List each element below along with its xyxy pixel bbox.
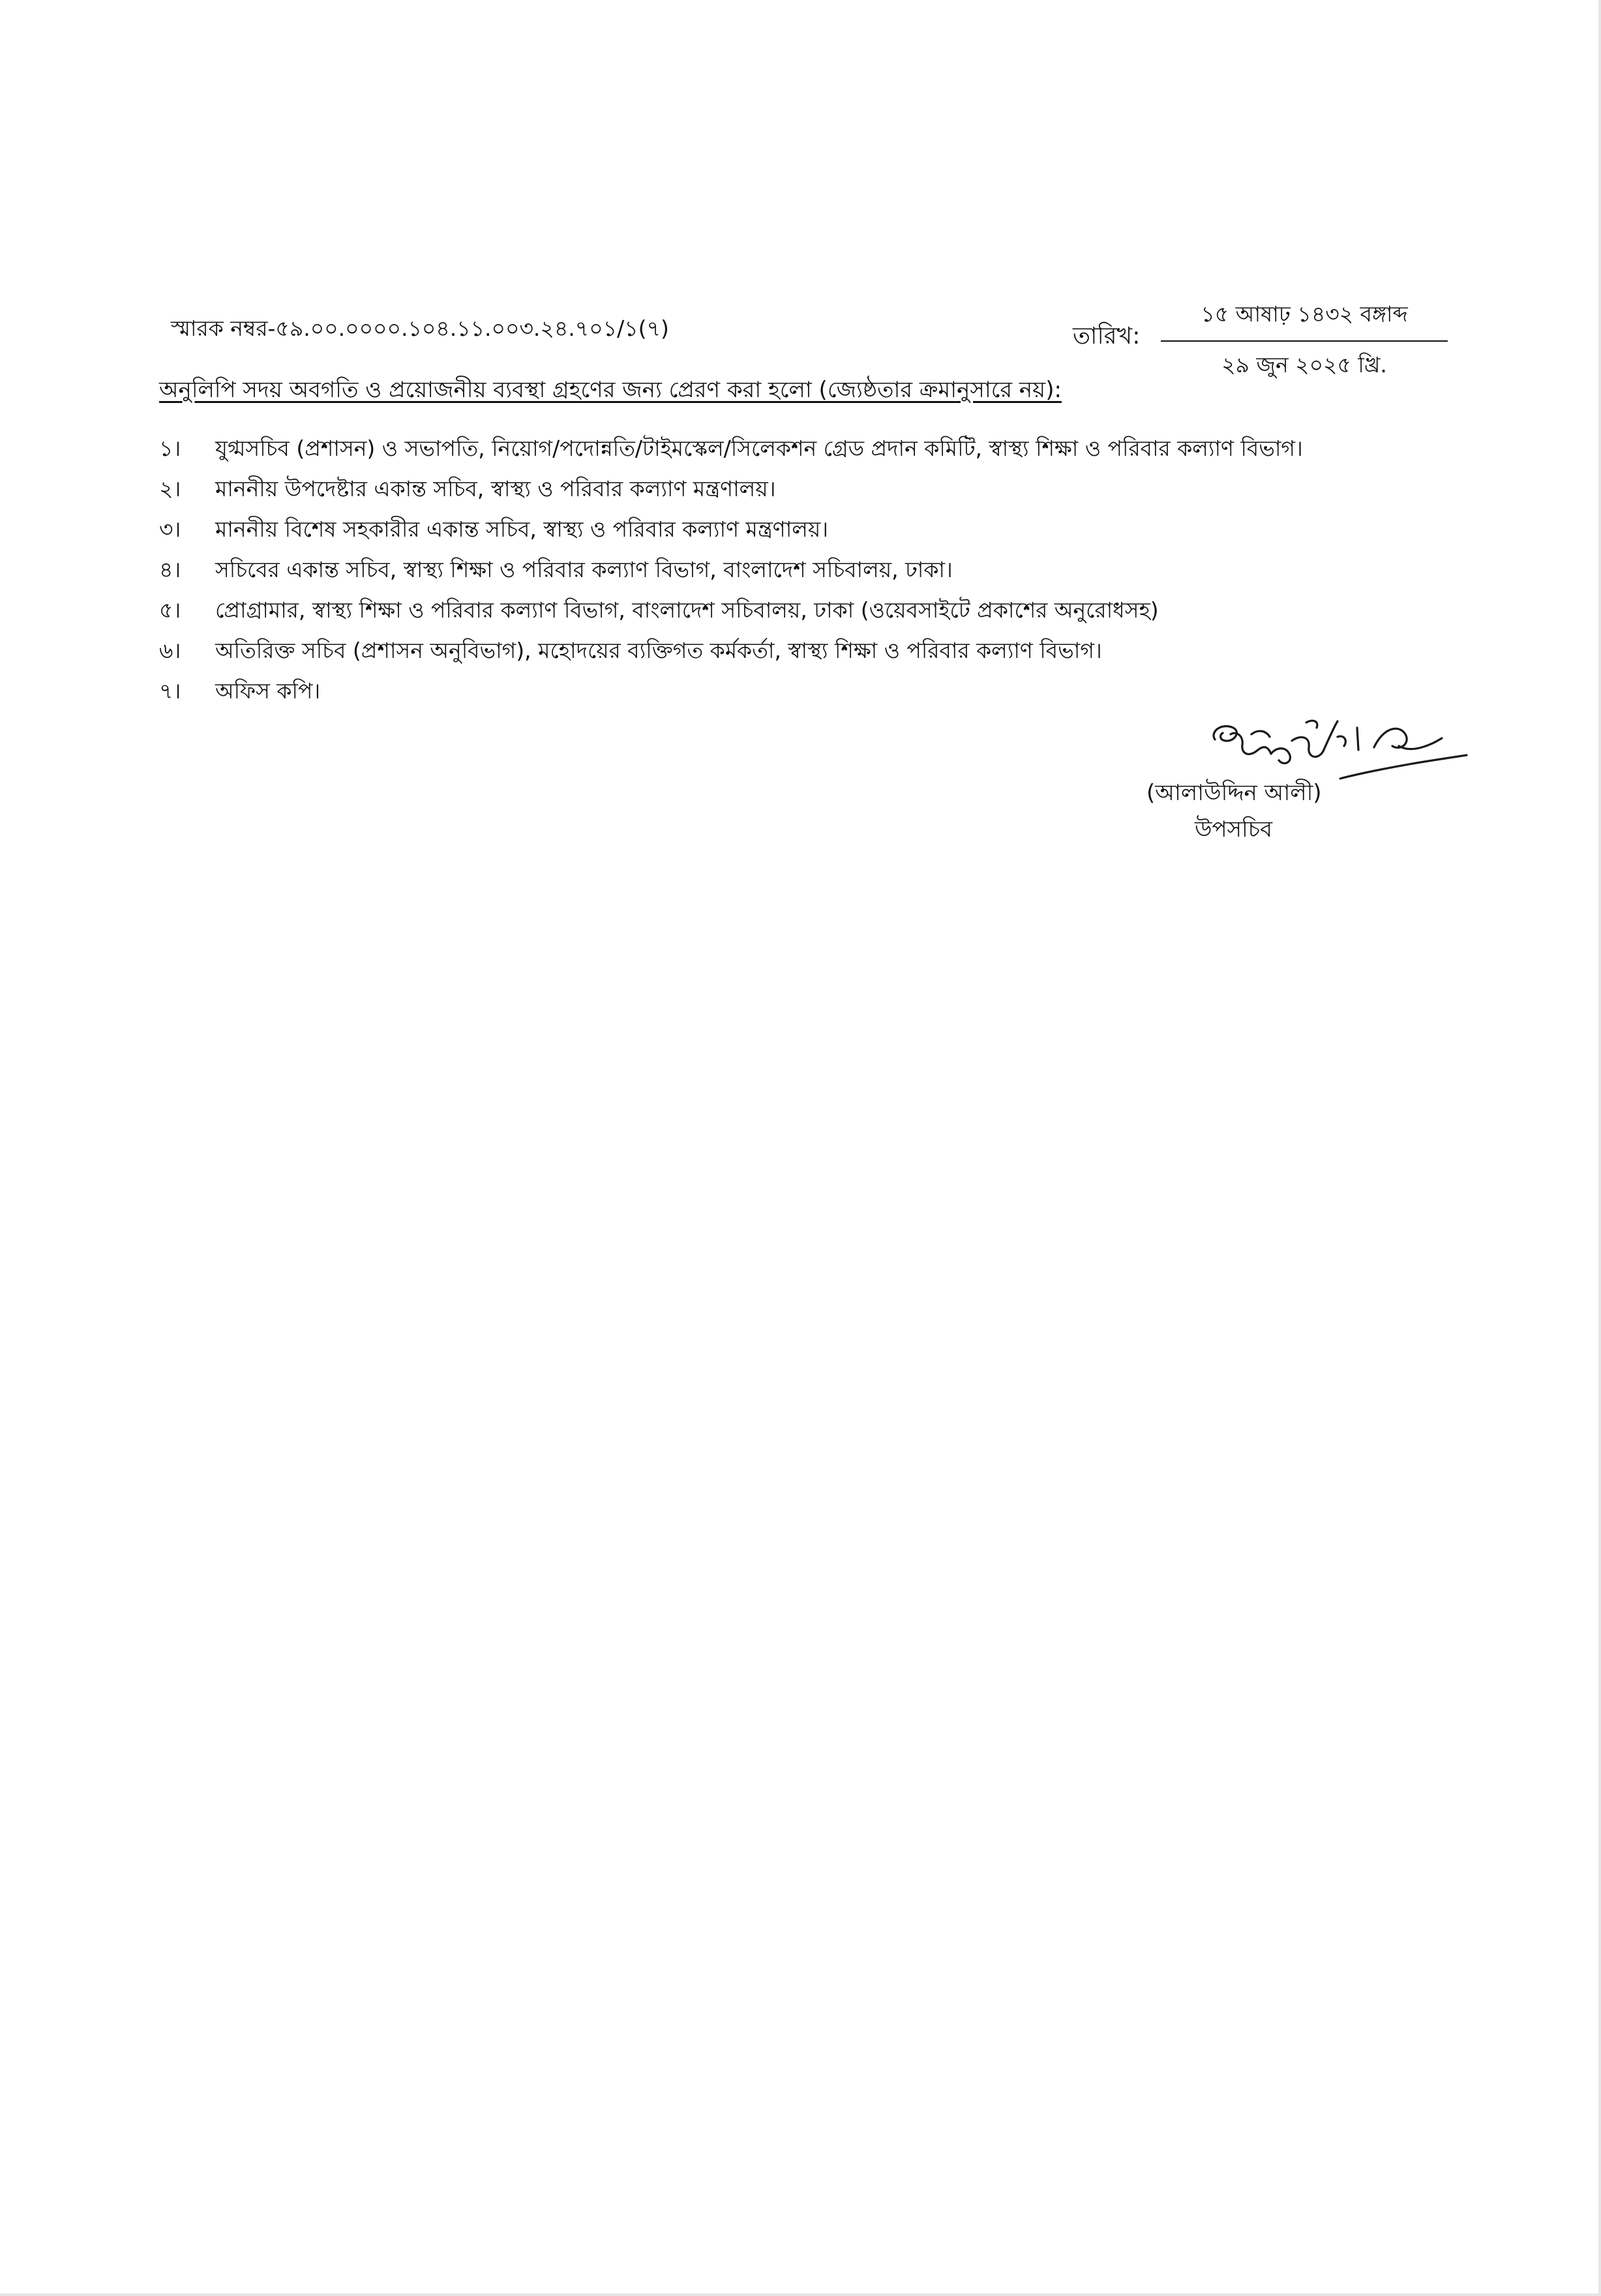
list-item bbox=[159, 633, 1437, 669]
signer-name: (আলাউদ্দিন আলী) bbox=[1146, 780, 1322, 806]
item-text: অতিরিক্ত সচিব (প্রশাসন অনুবিভাগ), মহোদয়ের ব্যক্তিগত কর্মকর্তা, স্বাস্থ্য শিক্ষা ও পরিবার কল্যাণ বিভাগ। bbox=[215, 638, 1102, 663]
item-text: সচিবের একান্ত সচিব, স্বাস্থ্য শিক্ষা ও পরিবার কল্যাণ বিভাগ, বাংলাদেশ সচিবালয়, ঢাকা। bbox=[215, 557, 953, 582]
date-block bbox=[1161, 297, 1448, 385]
item-text: প্রোগ্রামার, স্বাস্থ্য শিক্ষা ও পরিবার কল্যাণ বিভাগ, বাংলাদেশ সচিবালয়, ঢাকা (ওয়েবসাইটে প্রকাশের অনুরোধসহ) bbox=[215, 597, 1159, 623]
item-number: ৬। bbox=[159, 638, 181, 663]
date-bangla: ১৫ আষাঢ় ১৪৩২ বঙ্গাব্দ bbox=[1161, 297, 1448, 342]
item-text: মাননীয় উপদেষ্টার একান্ত সচিব, স্বাস্থ্য ও পরিবার কল্যাণ মন্ত্রণালয়। bbox=[215, 476, 776, 501]
item-text: মাননীয় বিশেষ সহকারীর একান্ত সচিব, স্বাস্থ্য ও পরিবার কল্যাণ মন্ত্রণালয়। bbox=[215, 516, 829, 542]
copy-recipient-list bbox=[159, 430, 1437, 713]
item-number: ২। bbox=[159, 476, 181, 501]
list-item bbox=[159, 511, 1437, 548]
list-item bbox=[159, 430, 1437, 467]
list-item bbox=[159, 552, 1437, 588]
date-label: তারিখ: bbox=[1073, 323, 1141, 350]
item-number: ৫। bbox=[159, 597, 181, 623]
signer-title: উপসচিব bbox=[1195, 816, 1273, 842]
list-item bbox=[159, 592, 1437, 629]
item-text: যুগ্মসচিব (প্রশাসন) ও সভাপতি, নিয়োগ/পদোন্নতি/টাইমস্কেল/সিলেকশন গ্রেড প্রদান কমিটি, স্বাস্থ্য শিক্ষা ও পরিবার কল্যাণ বিভাগ। bbox=[215, 436, 1303, 461]
item-number: ১। bbox=[159, 436, 181, 461]
item-number: ৩। bbox=[159, 516, 181, 542]
date-gregorian: ২৯ জুন ২০২৫ খ্রি. bbox=[1221, 352, 1387, 378]
item-text: অফিস কপি। bbox=[215, 678, 321, 704]
memo-number: স্মারক নম্বর-৫৯.০০.০০০০.১০৪.১১.০০৩.২৪.৭০১/১(৭) bbox=[171, 316, 669, 341]
list-item bbox=[159, 471, 1437, 507]
item-number: ৪। bbox=[159, 557, 181, 582]
list-item bbox=[159, 673, 1437, 709]
item-number: ৭। bbox=[159, 678, 181, 704]
copy-heading: অনুলিপি সদয় অবগতি ও প্রয়োজনীয় ব্যবস্থা গ্রহণের জন্য প্রেরণ করা হলো (জ্যেষ্ঠতার ক্রমানুসারে নয়): bbox=[159, 377, 1062, 403]
